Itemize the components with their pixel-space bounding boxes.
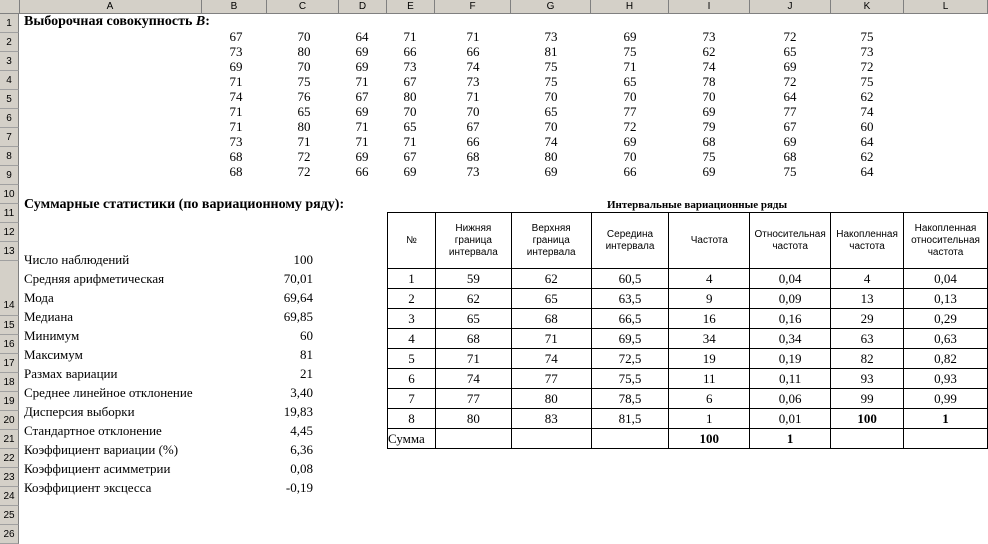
table-cell[interactable]: 78,5 <box>591 389 669 409</box>
sample-cell[interactable]: 70 <box>544 119 558 134</box>
table-cell[interactable]: 0,06 <box>750 389 831 409</box>
sample-cell[interactable]: 75 <box>544 74 558 89</box>
table-cell[interactable]: 93 <box>831 369 904 389</box>
table-cell[interactable]: 77 <box>511 369 591 389</box>
sample-cell[interactable]: 71 <box>297 134 311 149</box>
table-cell[interactable]: 69,5 <box>591 329 669 349</box>
sample-cell[interactable]: 64 <box>783 89 797 104</box>
row-header-1[interactable]: 1 <box>0 14 19 33</box>
row-header-23[interactable]: 23 <box>0 468 19 487</box>
table-cell[interactable] <box>511 429 591 449</box>
sample-cell[interactable]: 75 <box>623 44 637 59</box>
sample-cell[interactable]: 74 <box>466 59 480 74</box>
table-cell[interactable]: 68 <box>511 309 591 329</box>
row-header-25[interactable]: 25 <box>0 506 19 525</box>
column-header-h[interactable]: H <box>591 0 669 13</box>
sample-cell[interactable]: 71 <box>229 74 243 89</box>
sample-cell[interactable]: 79 <box>702 119 716 134</box>
table-cell[interactable]: 62 <box>435 289 511 309</box>
sample-cell[interactable]: 68 <box>783 149 797 164</box>
table-cell[interactable]: 6 <box>669 389 750 409</box>
stat-label[interactable]: Мода <box>24 290 54 305</box>
sample-cell[interactable]: 81 <box>544 44 558 59</box>
sample-cell[interactable]: 68 <box>466 149 480 164</box>
stat-label[interactable]: Стандартное отклонение <box>24 423 162 438</box>
sample-cell[interactable]: 64 <box>860 134 874 149</box>
sample-cell[interactable]: 68 <box>702 134 716 149</box>
sample-cell[interactable]: 70 <box>623 89 637 104</box>
sample-cell[interactable]: 75 <box>860 74 874 89</box>
sample-cell[interactable]: 68 <box>229 149 243 164</box>
table-cell[interactable]: 60,5 <box>591 269 669 289</box>
sample-cell[interactable]: 75 <box>544 59 558 74</box>
sample-cell[interactable]: 71 <box>229 104 243 119</box>
table-cell[interactable] <box>831 429 904 449</box>
stat-label[interactable]: Максимум <box>24 347 83 362</box>
sample-cell[interactable]: 70 <box>466 104 480 119</box>
sum-frequency[interactable]: 100 <box>669 429 750 449</box>
row-header-5[interactable]: 5 <box>0 90 19 109</box>
table-cell[interactable]: 0,13 <box>904 289 988 309</box>
stat-label[interactable]: Коэффициент эксцесса <box>24 480 152 495</box>
row-header-14[interactable]: 14 <box>0 261 19 316</box>
sum-label[interactable]: Сумма <box>388 429 436 449</box>
table-cell[interactable]: 0,34 <box>750 329 831 349</box>
sample-cell[interactable]: 73 <box>229 44 243 59</box>
sample-cell[interactable]: 60 <box>860 119 874 134</box>
table-row <box>388 389 988 409</box>
sample-cell[interactable]: 66 <box>623 164 637 179</box>
sample-cell[interactable]: 69 <box>783 134 797 149</box>
sample-cell[interactable]: 64 <box>860 164 874 179</box>
table-cell[interactable]: 0,16 <box>750 309 831 329</box>
sample-cell[interactable]: 69 <box>403 164 417 179</box>
sample-cell[interactable]: 65 <box>544 104 558 119</box>
sample-cell[interactable]: 75 <box>860 29 874 44</box>
stat-value[interactable]: 70,01 <box>283 271 313 286</box>
column-header-l[interactable]: L <box>904 0 988 13</box>
sample-cell[interactable]: 69 <box>355 44 369 59</box>
sample-cell[interactable]: 73 <box>860 44 874 59</box>
table-cell[interactable]: 34 <box>669 329 750 349</box>
sample-cell[interactable]: 71 <box>466 29 480 44</box>
stat-value[interactable]: 0,08 <box>290 461 313 476</box>
row-header-9[interactable]: 9 <box>0 166 19 185</box>
sample-cell[interactable]: 70 <box>702 89 716 104</box>
table-row <box>388 289 988 309</box>
stat-label[interactable]: Число наблюдений <box>24 252 130 267</box>
row-header-4[interactable]: 4 <box>0 71 19 90</box>
sample-cell[interactable]: 73 <box>702 29 716 44</box>
table-cell[interactable]: 16 <box>669 309 750 329</box>
row-header-7[interactable]: 7 <box>0 128 19 147</box>
table-cell[interactable]: 80 <box>511 389 591 409</box>
table-cell[interactable]: 82 <box>831 349 904 369</box>
table-cell[interactable]: 19 <box>669 349 750 369</box>
sample-cell[interactable]: 80 <box>544 149 558 164</box>
row-header-22[interactable]: 22 <box>0 449 19 468</box>
sample-cell[interactable]: 68 <box>229 164 243 179</box>
sample-cell[interactable]: 72 <box>297 149 311 164</box>
table-cell[interactable]: 59 <box>435 269 511 289</box>
sample-cell[interactable]: 65 <box>297 104 311 119</box>
column-header-bar <box>0 0 988 14</box>
stat-value[interactable]: -0,19 <box>285 480 313 495</box>
sample-cell[interactable]: 75 <box>297 74 311 89</box>
table-cell[interactable]: 29 <box>831 309 904 329</box>
sample-cell[interactable]: 69 <box>702 164 716 179</box>
sample-cell[interactable]: 72 <box>783 74 797 89</box>
stat-label[interactable]: Средняя арифметическая <box>24 271 165 286</box>
table-cell[interactable]: 1 <box>669 409 750 429</box>
table-cell[interactable]: 0,29 <box>904 309 988 329</box>
stat-label[interactable]: Коэффициент вариации (%) <box>24 442 179 457</box>
sample-cell[interactable]: 72 <box>297 164 311 179</box>
column-header-i[interactable]: I <box>669 0 750 13</box>
table-header-row <box>388 213 988 269</box>
sample-cell[interactable]: 78 <box>702 74 716 89</box>
table-cell[interactable]: 9 <box>669 289 750 309</box>
table-cell[interactable]: 77 <box>435 389 511 409</box>
table-cell[interactable]: 0,09 <box>750 289 831 309</box>
sample-cell[interactable]: 66 <box>355 164 369 179</box>
sample-title-colon: : <box>205 14 210 29</box>
sample-cell[interactable]: 73 <box>466 74 480 89</box>
table-cell[interactable]: 100 <box>831 409 904 429</box>
table-cell[interactable]: 68 <box>435 329 511 349</box>
table-cell[interactable]: 0,93 <box>904 369 988 389</box>
row-header-10[interactable]: 10 <box>0 185 19 204</box>
table-cell[interactable]: 99 <box>831 389 904 409</box>
table-cell[interactable]: 11 <box>669 369 750 389</box>
row-header-17[interactable]: 17 <box>0 354 19 373</box>
column-header-d[interactable]: D <box>339 0 387 13</box>
select-all-corner[interactable] <box>0 0 20 13</box>
sample-cell[interactable]: 69 <box>783 59 797 74</box>
sample-cell[interactable]: 62 <box>860 149 874 164</box>
sample-cell[interactable]: 72 <box>783 29 797 44</box>
sum-relative[interactable]: 1 <box>750 429 831 449</box>
sample-cell[interactable]: 66 <box>466 44 480 59</box>
stat-value[interactable]: 69,64 <box>283 290 313 305</box>
table-header-cell[interactable]: Накопленная частота <box>831 213 904 269</box>
table-cell[interactable]: 72,5 <box>591 349 669 369</box>
table-header-cell[interactable]: Частота <box>669 213 750 269</box>
sample-cell[interactable]: 65 <box>783 44 797 59</box>
table-title: Интервальные вариационные ряды <box>607 199 788 211</box>
table-row <box>388 309 988 329</box>
table-header-cell[interactable]: Нижняя граница интервала <box>435 213 511 269</box>
sample-cell[interactable]: 67 <box>466 119 480 134</box>
table-cell[interactable]: 71 <box>435 349 511 369</box>
sample-cell[interactable]: 62 <box>860 89 874 104</box>
stat-value[interactable]: 4,45 <box>290 423 313 438</box>
sample-cell[interactable]: 80 <box>403 89 417 104</box>
sample-cell[interactable]: 71 <box>623 59 637 74</box>
sample-cell[interactable]: 69 <box>544 164 558 179</box>
sample-cell[interactable]: 74 <box>860 104 874 119</box>
sample-cell[interactable]: 67 <box>403 149 417 164</box>
sample-cell[interactable]: 70 <box>544 89 558 104</box>
stat-label[interactable]: Среднее линейное отклонение <box>24 385 193 400</box>
column-header-b[interactable]: B <box>202 0 267 13</box>
table-cell[interactable]: 2 <box>388 289 436 309</box>
sample-cell[interactable]: 69 <box>702 104 716 119</box>
sample-cell[interactable]: 76 <box>297 89 311 104</box>
table-cell[interactable]: 74 <box>511 349 591 369</box>
stat-value[interactable]: 81 <box>300 347 313 362</box>
sample-cell[interactable]: 65 <box>623 74 637 89</box>
row-header-2[interactable]: 2 <box>0 33 19 52</box>
table-row <box>388 329 988 349</box>
sample-cell[interactable]: 77 <box>783 104 797 119</box>
table-cell[interactable]: 4 <box>388 329 436 349</box>
stat-value[interactable]: 19,83 <box>283 404 313 419</box>
stat-value[interactable]: 69,85 <box>283 309 313 324</box>
sample-cell[interactable]: 70 <box>623 149 637 164</box>
sample-cell[interactable]: 71 <box>355 134 369 149</box>
sample-cell[interactable]: 69 <box>623 134 637 149</box>
table-cell[interactable]: 0,04 <box>750 269 831 289</box>
table-cell[interactable] <box>591 429 669 449</box>
sample-cell[interactable]: 69 <box>355 104 369 119</box>
sample-title-text: Выборочная совокупность <box>24 14 193 29</box>
table-cell[interactable]: 65 <box>511 289 591 309</box>
sample-cell[interactable]: 73 <box>466 164 480 179</box>
table-cell[interactable]: 0,99 <box>904 389 988 409</box>
sample-cell[interactable]: 67 <box>403 74 417 89</box>
table-cell[interactable]: 8 <box>388 409 436 429</box>
sample-cell[interactable]: 69 <box>623 29 637 44</box>
row-header-12[interactable]: 12 <box>0 223 19 242</box>
table-cell[interactable]: 0,04 <box>904 269 988 289</box>
column-header-k[interactable]: K <box>831 0 904 13</box>
sample-cell[interactable]: 69 <box>355 149 369 164</box>
column-header-c[interactable]: C <box>267 0 339 13</box>
sample-cell[interactable]: 77 <box>623 104 637 119</box>
column-header-a[interactable]: A <box>19 0 202 13</box>
column-header-j[interactable]: J <box>750 0 831 13</box>
table-header-cell[interactable]: Накопленная относительная частота <box>904 213 988 269</box>
table-cell[interactable]: 4 <box>669 269 750 289</box>
row-header-26[interactable]: 26 <box>0 525 19 544</box>
table-cell[interactable]: 63 <box>831 329 904 349</box>
sample-cell[interactable]: 64 <box>355 29 369 44</box>
row-header-15[interactable]: 15 <box>0 316 19 335</box>
table-cell[interactable]: 66,5 <box>591 309 669 329</box>
sample-cell[interactable]: 73 <box>544 29 558 44</box>
sample-cell[interactable]: 75 <box>783 164 797 179</box>
table-cell[interactable]: 4 <box>831 269 904 289</box>
sample-cell[interactable]: 74 <box>229 89 243 104</box>
sample-cell[interactable]: 71 <box>355 74 369 89</box>
table-cell[interactable]: 0,01 <box>750 409 831 429</box>
sample-cell[interactable]: 73 <box>403 59 417 74</box>
table-header-cell[interactable]: Верхняя граница интервала <box>511 213 591 269</box>
stat-label[interactable]: Коэффициент асимметрии <box>24 461 171 476</box>
sample-title-variable: B <box>195 14 206 29</box>
stats-title: Суммарные статистики (по вариационному ряду): <box>24 197 345 212</box>
table-cell[interactable]: 74 <box>435 369 511 389</box>
table-cell[interactable]: 7 <box>388 389 436 409</box>
table-cell[interactable]: 62 <box>511 269 591 289</box>
column-header-e[interactable]: E <box>387 0 435 13</box>
sample-cell[interactable]: 71 <box>403 134 417 149</box>
table-cell[interactable]: 1 <box>904 409 988 429</box>
stat-value[interactable]: 3,40 <box>290 385 313 400</box>
stat-value[interactable]: 21 <box>300 366 313 381</box>
sample-cell[interactable]: 75 <box>702 149 716 164</box>
table-cell[interactable] <box>904 429 988 449</box>
sample-title <box>24 14 210 30</box>
sample-cell[interactable]: 80 <box>297 119 311 134</box>
sample-cell[interactable]: 74 <box>702 59 716 74</box>
table-cell[interactable]: 13 <box>831 289 904 309</box>
table-cell[interactable]: 83 <box>511 409 591 429</box>
row-header-16[interactable]: 16 <box>0 335 19 354</box>
interval-table <box>387 212 988 449</box>
sample-cell[interactable]: 72 <box>623 119 637 134</box>
table-row <box>388 409 988 429</box>
table-cell[interactable]: 63,5 <box>591 289 669 309</box>
table-cell[interactable]: 71 <box>511 329 591 349</box>
sample-cell[interactable]: 62 <box>702 44 716 59</box>
column-header-f[interactable]: F <box>435 0 511 13</box>
sample-cell[interactable]: 80 <box>297 44 311 59</box>
table-row <box>388 369 988 389</box>
sample-cell[interactable]: 72 <box>860 59 874 74</box>
table-row <box>388 349 988 369</box>
sample-cell[interactable]: 71 <box>229 119 243 134</box>
row-header-20[interactable]: 20 <box>0 411 19 430</box>
table-cell[interactable]: 0,63 <box>904 329 988 349</box>
stat-value[interactable]: 100 <box>293 252 313 267</box>
stat-label[interactable]: Минимум <box>24 328 80 343</box>
stat-value[interactable]: 60 <box>300 328 313 343</box>
table-cell[interactable]: 81,5 <box>591 409 669 429</box>
table-cell[interactable]: 65 <box>435 309 511 329</box>
table-header-cell[interactable]: № <box>388 213 436 269</box>
stat-label[interactable]: Размах вариации <box>24 366 118 381</box>
sample-cell[interactable]: 66 <box>466 134 480 149</box>
row-header-6[interactable]: 6 <box>0 109 19 128</box>
sample-cell[interactable]: 67 <box>229 29 243 44</box>
sample-cell[interactable]: 74 <box>544 134 558 149</box>
sample-cell[interactable]: 67 <box>355 89 369 104</box>
table-cell[interactable]: 0,19 <box>750 349 831 369</box>
sample-cell[interactable]: 70 <box>297 29 311 44</box>
sample-cell[interactable]: 65 <box>403 119 417 134</box>
table-row <box>388 269 988 289</box>
table-cell[interactable] <box>435 429 511 449</box>
sample-cell[interactable]: 69 <box>355 59 369 74</box>
table-header-cell[interactable]: Относительная частота <box>750 213 831 269</box>
table-header-cell[interactable]: Середина интервала <box>591 213 669 269</box>
table-cell[interactable]: 6 <box>388 369 436 389</box>
table-cell[interactable]: 75,5 <box>591 369 669 389</box>
sample-cell[interactable]: 69 <box>229 59 243 74</box>
sample-cell[interactable]: 67 <box>783 119 797 134</box>
sample-cell[interactable]: 70 <box>403 104 417 119</box>
table-cell[interactable]: 1 <box>388 269 436 289</box>
row-header-13[interactable]: 13 <box>0 242 19 261</box>
row-header-21[interactable]: 21 <box>0 430 19 449</box>
sample-cell[interactable]: 71 <box>403 29 417 44</box>
sample-cell[interactable]: 70 <box>297 59 311 74</box>
row-header-19[interactable]: 19 <box>0 392 19 411</box>
table-cell[interactable]: 5 <box>388 349 436 369</box>
column-header-g[interactable]: G <box>511 0 591 13</box>
table-sum-row <box>388 429 988 449</box>
stat-label[interactable]: Медиана <box>24 309 74 324</box>
sample-cell[interactable]: 66 <box>403 44 417 59</box>
row-header-24[interactable]: 24 <box>0 487 19 506</box>
row-header-18[interactable]: 18 <box>0 373 19 392</box>
row-header-8[interactable]: 8 <box>0 147 19 166</box>
row-header-11[interactable]: 11 <box>0 204 19 223</box>
table-cell[interactable]: 0,82 <box>904 349 988 369</box>
table-cell[interactable]: 0,11 <box>750 369 831 389</box>
sample-cell[interactable]: 71 <box>466 89 480 104</box>
sample-cell[interactable]: 73 <box>229 134 243 149</box>
stat-value[interactable]: 6,36 <box>290 442 313 457</box>
stat-label[interactable]: Дисперсия выборки <box>24 404 135 419</box>
table-cell[interactable]: 3 <box>388 309 436 329</box>
row-header-3[interactable]: 3 <box>0 52 19 71</box>
table-cell[interactable]: 80 <box>435 409 511 429</box>
sample-cell[interactable]: 71 <box>355 119 369 134</box>
